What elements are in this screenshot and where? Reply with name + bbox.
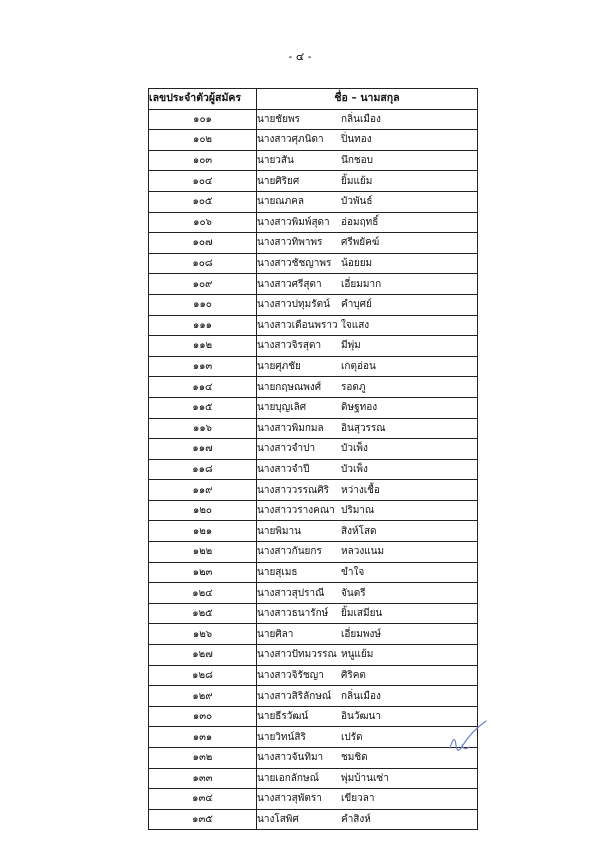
applicant-name <box>257 212 478 233</box>
first-name: นายศิลา <box>257 628 294 640</box>
first-name: นายกฤษณพงศ์ <box>257 381 322 393</box>
last-name: ยิ้มแย้ม <box>341 175 373 187</box>
last-name: กลิ่นเมือง <box>341 690 381 702</box>
last-name: อินวัฒนา <box>341 711 381 723</box>
applicant-number: ๑๒๗ <box>149 645 257 666</box>
applicant-name <box>257 500 478 521</box>
last-name: รอดภู <box>341 381 366 393</box>
applicant-name <box>257 521 478 542</box>
applicant-number: ๑๒๑ <box>149 521 257 542</box>
applicant-name <box>257 130 478 151</box>
table-row <box>149 315 478 336</box>
first-name: นายบุญเลิศ <box>257 402 307 414</box>
first-name: นางสาวชัชญาพร <box>257 258 332 270</box>
applicant-table <box>148 88 478 830</box>
page-number: - ๔ - <box>288 50 312 63</box>
applicant-number: ๑๒๖ <box>149 624 257 645</box>
applicant-number: ๑๒๐ <box>149 500 257 521</box>
applicant-name <box>257 439 478 460</box>
last-name: บัวเพ็ง <box>341 463 368 475</box>
table-row <box>149 109 478 130</box>
first-name: นางสาวสุปราณี <box>257 587 325 599</box>
table-row <box>149 233 478 254</box>
applicant-number: ๑๓๕ <box>149 809 257 830</box>
first-name: นางสาวจำปี <box>257 463 310 475</box>
applicant-name <box>257 686 478 707</box>
applicant-number: ๑๐๒ <box>149 130 257 151</box>
table-row <box>149 356 478 377</box>
last-name: สิงห์โสด <box>341 525 377 537</box>
first-name: นายสุเมธ <box>257 566 298 578</box>
applicant-number: ๑๐๗ <box>149 233 257 254</box>
applicant-name <box>257 397 478 418</box>
table-row <box>149 500 478 521</box>
table-row <box>149 212 478 233</box>
applicant-number: ๑๑๑ <box>149 315 257 336</box>
applicant-name <box>257 480 478 501</box>
first-name: นางสาวศรีสุดา <box>257 278 322 290</box>
applicant-name <box>257 253 478 274</box>
last-name: คำสิงห์ <box>341 814 371 826</box>
applicant-number: ๑๓๒ <box>149 748 257 769</box>
table-row <box>149 809 478 830</box>
last-name: ใจแสง <box>341 319 370 331</box>
table-row <box>149 583 478 604</box>
applicant-name <box>257 727 478 748</box>
last-name: อินสุวรรณ <box>341 422 386 434</box>
applicant-number: ๑๒๓ <box>149 562 257 583</box>
first-name: นางสาวธนารักษ์ <box>257 608 329 620</box>
applicant-number: ๑๐๓ <box>149 150 257 171</box>
table-row <box>149 562 478 583</box>
first-name: นางสาวจันทิมา <box>257 752 324 764</box>
last-name: คำบุศย์ <box>341 299 372 311</box>
table-row <box>149 274 478 295</box>
first-name: นายเอกลักษณ์ <box>257 772 319 784</box>
last-name: ศิริคต <box>341 669 366 681</box>
table-row <box>149 768 478 789</box>
applicant-name <box>257 171 478 192</box>
last-name: เอี่ยมมาก <box>341 278 382 290</box>
table-row <box>149 748 478 769</box>
applicant-name <box>257 418 478 439</box>
applicant-name <box>257 665 478 686</box>
table-row <box>149 521 478 542</box>
last-name: หว่างเชื้อ <box>341 484 380 496</box>
first-name: นายศิริยศ <box>257 175 300 187</box>
table-header-row <box>149 89 478 110</box>
last-name: หลวงแนม <box>341 546 385 558</box>
table-row <box>149 480 478 501</box>
applicant-name <box>257 706 478 727</box>
last-name: กลิ่นเมือง <box>341 113 381 125</box>
applicant-name <box>257 109 478 130</box>
applicant-name <box>257 748 478 769</box>
last-name: ปิ่นทอง <box>341 134 372 146</box>
first-name: นางสาววรรณศิริ <box>257 484 330 496</box>
first-name: นางสาวพิมพ์สุดา <box>257 216 330 228</box>
table-row <box>149 542 478 563</box>
last-name: เกตุอ่อน <box>341 361 376 373</box>
first-name: นายวิทน์สิริ <box>257 731 306 743</box>
last-name: ดิษฐทอง <box>341 402 378 414</box>
first-name: นางสาวทิพาพร <box>257 237 323 249</box>
table-row <box>149 789 478 810</box>
first-name: นายพิมาน <box>257 525 301 537</box>
last-name: ศรีพยัคฆ์ <box>341 237 380 249</box>
table-row <box>149 665 478 686</box>
last-name: นึกชอบ <box>341 155 374 167</box>
first-name: นางสาวสิริลักษณ์ <box>257 690 332 702</box>
applicant-name <box>257 356 478 377</box>
applicant-name <box>257 603 478 624</box>
applicant-name <box>257 542 478 563</box>
applicant-name <box>257 583 478 604</box>
applicant-number: ๑๑๙ <box>149 480 257 501</box>
first-name: นางสาวจิรสุดา <box>257 340 322 352</box>
applicant-number: ๑๒๙ <box>149 686 257 707</box>
applicant-name <box>257 624 478 645</box>
table-row <box>149 645 478 666</box>
applicant-name <box>257 789 478 810</box>
applicant-name <box>257 315 478 336</box>
table-row <box>149 624 478 645</box>
table-body <box>149 109 478 830</box>
last-name: จันตรี <box>341 587 366 599</box>
applicant-name <box>257 233 478 254</box>
table-row <box>149 459 478 480</box>
first-name: นายศุภชัย <box>257 361 301 373</box>
last-name: บัวเพ็ง <box>341 443 368 455</box>
last-name: บัวพันธ์ <box>341 196 373 208</box>
applicant-number: ๑๑๔ <box>149 377 257 398</box>
last-name: ขำใจ <box>341 566 365 578</box>
last-name: เปรัด <box>341 731 363 743</box>
applicant-name <box>257 336 478 357</box>
first-name: นางสาวเดือนพราว <box>257 319 338 331</box>
table-row <box>149 336 478 357</box>
last-name: หนูแย้ม <box>341 649 374 661</box>
applicant-number: ๑๓๑ <box>149 727 257 748</box>
last-name: อ่อมฤทธิ์ <box>341 216 379 228</box>
table-row <box>149 294 478 315</box>
table-row <box>149 706 478 727</box>
first-name: นางสาวปทุมรัตน์ <box>257 299 330 311</box>
last-name: มีพุ่ม <box>341 340 361 352</box>
table-row <box>149 171 478 192</box>
applicant-number: ๑๓๔ <box>149 789 257 810</box>
applicant-number: ๑๐๙ <box>149 274 257 295</box>
applicant-name <box>257 191 478 212</box>
first-name: นางสาวกันยกร <box>257 546 322 558</box>
first-name: นางสาวปัทมวรรณ <box>257 649 337 661</box>
applicant-number: ๑๒๘ <box>149 665 257 686</box>
applicant-number: ๑๑๖ <box>149 418 257 439</box>
last-name: ชมชิด <box>341 752 368 764</box>
table-row <box>149 603 478 624</box>
applicant-name <box>257 150 478 171</box>
applicant-number: ๑๐๖ <box>149 212 257 233</box>
applicant-name <box>257 645 478 666</box>
first-name: นายวสัน <box>257 155 294 167</box>
applicant-name <box>257 274 478 295</box>
last-name: เอี่ยมพงษ์ <box>341 628 381 640</box>
applicant-name <box>257 562 478 583</box>
applicant-number: ๑๐๕ <box>149 191 257 212</box>
applicant-number: ๑๐๔ <box>149 171 257 192</box>
first-name: นางสาวพิมกมล <box>257 422 324 434</box>
first-name: นางสาวสุพัตรา <box>257 793 322 805</box>
first-name: นายธีรวัฒน์ <box>257 711 309 723</box>
applicant-number: ๑๑๒ <box>149 336 257 357</box>
table-row <box>149 253 478 274</box>
applicant-name <box>257 459 478 480</box>
table-row <box>149 150 478 171</box>
applicant-number: ๑๐๘ <box>149 253 257 274</box>
applicant-number: ๑๐๑ <box>149 109 257 130</box>
table-row <box>149 191 478 212</box>
first-name: นางโสพิศ <box>257 814 299 826</box>
applicant-name <box>257 809 478 830</box>
last-name: น้อยยม <box>341 258 373 270</box>
signature-mark <box>446 718 490 758</box>
last-name: เขียวลา <box>341 793 375 805</box>
applicant-number: ๑๑๗ <box>149 439 257 460</box>
applicant-number: ๑๒๕ <box>149 603 257 624</box>
applicant-name <box>257 768 478 789</box>
applicant-number: ๑๑๘ <box>149 459 257 480</box>
applicant-name <box>257 377 478 398</box>
applicant-number: ๑๓๐ <box>149 706 257 727</box>
table-row <box>149 130 478 151</box>
first-name: นายชัยพร <box>257 113 300 125</box>
first-name: นายณภคล <box>257 196 304 208</box>
applicant-number: ๑๑๐ <box>149 294 257 315</box>
table-row <box>149 727 478 748</box>
first-name: นางสาวจำปา <box>257 443 316 455</box>
last-name: ปริมาณ <box>341 505 375 517</box>
applicant-name <box>257 294 478 315</box>
applicant-number: ๑๑๕ <box>149 397 257 418</box>
applicant-number: ๑๒๒ <box>149 542 257 563</box>
table-row <box>149 377 478 398</box>
last-name: พุ่มบ้านเซ่า <box>341 772 389 784</box>
applicant-number: ๑๑๓ <box>149 356 257 377</box>
header-applicant-number: เลขประจำตัวผู้สมัคร <box>149 89 257 110</box>
first-name: นางสาวจิรัชญา <box>257 669 324 681</box>
first-name: นางสาววรางคณา <box>257 505 335 517</box>
table-row <box>149 686 478 707</box>
header-name: ชื่อ – นามสกุล <box>257 89 478 110</box>
first-name: นางสาวศุภนิดา <box>257 134 324 146</box>
applicant-number: ๑๒๔ <box>149 583 257 604</box>
last-name: ยิ้มเสมียน <box>341 608 383 620</box>
table-row <box>149 397 478 418</box>
table-row <box>149 439 478 460</box>
applicant-number: ๑๓๓ <box>149 768 257 789</box>
table-row <box>149 418 478 439</box>
